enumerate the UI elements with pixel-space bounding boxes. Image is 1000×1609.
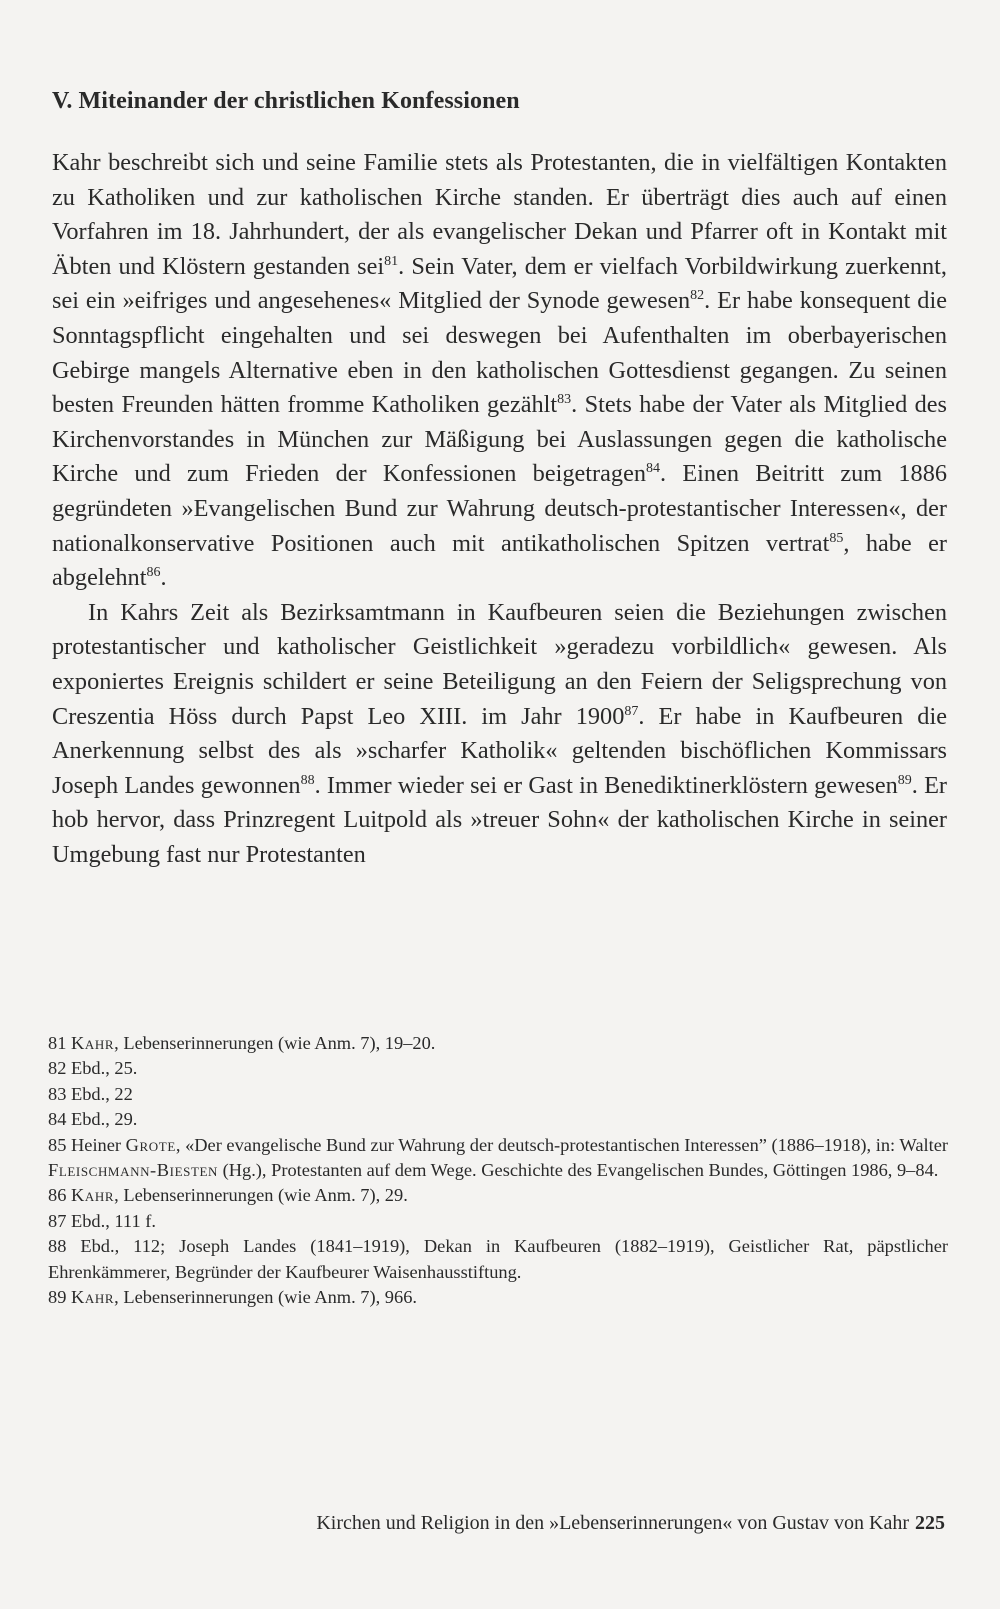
footnote-ref[interactable]: 84 <box>646 461 661 477</box>
section-heading: V. Miteinander der christlichen Konfessionen <box>52 88 520 114</box>
footnote-ref[interactable]: 83 <box>557 392 572 408</box>
footnote: 85 Heiner Grote, «Der evangelische Bund zur Wahrung der deutsch-protestantischen Interessen” (1886–1918), in: Walter Fleischmann-Biesten (Hg.), Protestanten auf dem Wege. Geschichte des Evangelischen Bundes, Göttingen 1986, 9–84. <box>48 1134 948 1181</box>
footnote-ref[interactable]: 81 <box>384 253 399 269</box>
footnote: 81 Kahr, Lebenserinnerungen (wie Anm. 7), 19–20. <box>48 1033 436 1053</box>
paragraph-1: Kahr beschreibt sich und seine Familie stets als Protestanten, die in vielfältigen Kontakten zu Katholiken und zur katholischen Kirche standen. Er überträgt dies auch auf einen Vorfahren im 18. Jahrhundert, der als evangelischer Dekan und Pfarrer oft in Kontakt mit Äbten und Klöstern gestanden sei$^{81}$. Sein Vater, dem er vielfach Vorbildwirkung zuerkennt, sei ein »eifriges und angesehenes« Mitglied der Synode gewesen$^{82}$. Er habe konsequent die Sonntagspflicht eingehalten und sei deswegen bei Aufenthalten im oberbayerischen Gebirge mangels Alternative eben in den katholischen Gottesdienst gegangen. Zu seinen besten Freunden hätten fromme Katholiken gezählt$^{83}$. Stets habe der Vater als Mitglied des Kirchenvorstandes in München zur Mäßigung bei Auslassungen gegen die katholische Kirche und zum Frieden der Konfessionen beigetragen$^{84}$. Einen Beitritt zum 1886 gegründeten »Evangelischen Bund zur Wahrung deutsch-protestantischer Interessen«, der nationalkonservative Positionen auch mit antikatholischen Spitzen vertrat$^{85}$, habe er abgelehnt$^{86}$. <box>52 149 947 592</box>
running-title: Kirchen und Religion in den »Lebenserinnerungen« von Gustav von Kahr <box>316 1512 909 1534</box>
footnote: 88 Ebd., 112; Joseph Landes (1841–1919), Dekan in Kaufbeuren (1882–1919), Geistlicher Rat, päpstlicher Ehrenkämmerer, Begründer der Kaufbeurer Waisenhausstiftung. <box>48 1236 948 1282</box>
footnote: 87 Ebd., 111 f. <box>48 1210 156 1231</box>
footnote: 83 Ebd., 22 <box>48 1083 133 1104</box>
footnote-ref[interactable]: 89 <box>897 772 912 788</box>
footnote: 82 Ebd., 25. <box>48 1058 138 1079</box>
footnote-ref[interactable]: 86 <box>146 565 161 581</box>
footnote-ref[interactable]: 85 <box>829 530 844 546</box>
footnote-ref[interactable]: 88 <box>300 772 315 788</box>
footnote-ref[interactable]: 82 <box>690 288 705 304</box>
footnote: 86 Kahr, Lebenserinnerungen (wie Anm. 7), 29. <box>48 1185 408 1206</box>
footnote-ref[interactable]: 87 <box>624 703 639 719</box>
footnote: 89 Kahr, Lebenserinnerungen (wie Anm. 7), 966. <box>48 1287 417 1308</box>
body-text <box>52 146 947 872</box>
footnotes <box>48 1031 948 1310</box>
page-number: 225 <box>915 1512 945 1534</box>
page-footer <box>316 1512 945 1535</box>
paragraph-2: In Kahrs Zeit als Bezirksamtmann in Kaufbeuren seien die Beziehungen zwischen protestantischer und katholischer Geistlichkeit »geradezu vorbildlich« gewesen. Als exponiertes Ereignis schildert er seine Beteiligung an den Feiern der Seligsprechung von Creszentia Höss durch Papst Leo XIII. im Jahr 1900$^{87}$. Er habe in Kaufbeuren die Anerkennung selbst des als »scharfer Katholik« geltenden bischöflichen Kommissars Joseph Landes gewonnen$^{88}$. Immer wieder sei er Gast in Benediktinerklöstern gewesen$^{89}$. Er hob hervor, dass Prinzregent Luitpold als »treuer Sohn« der katholischen Kirche in seiner Umgebung fast nur Protestanten <box>52 598 947 868</box>
footnote: 84 Ebd., 29. <box>48 1109 138 1130</box>
